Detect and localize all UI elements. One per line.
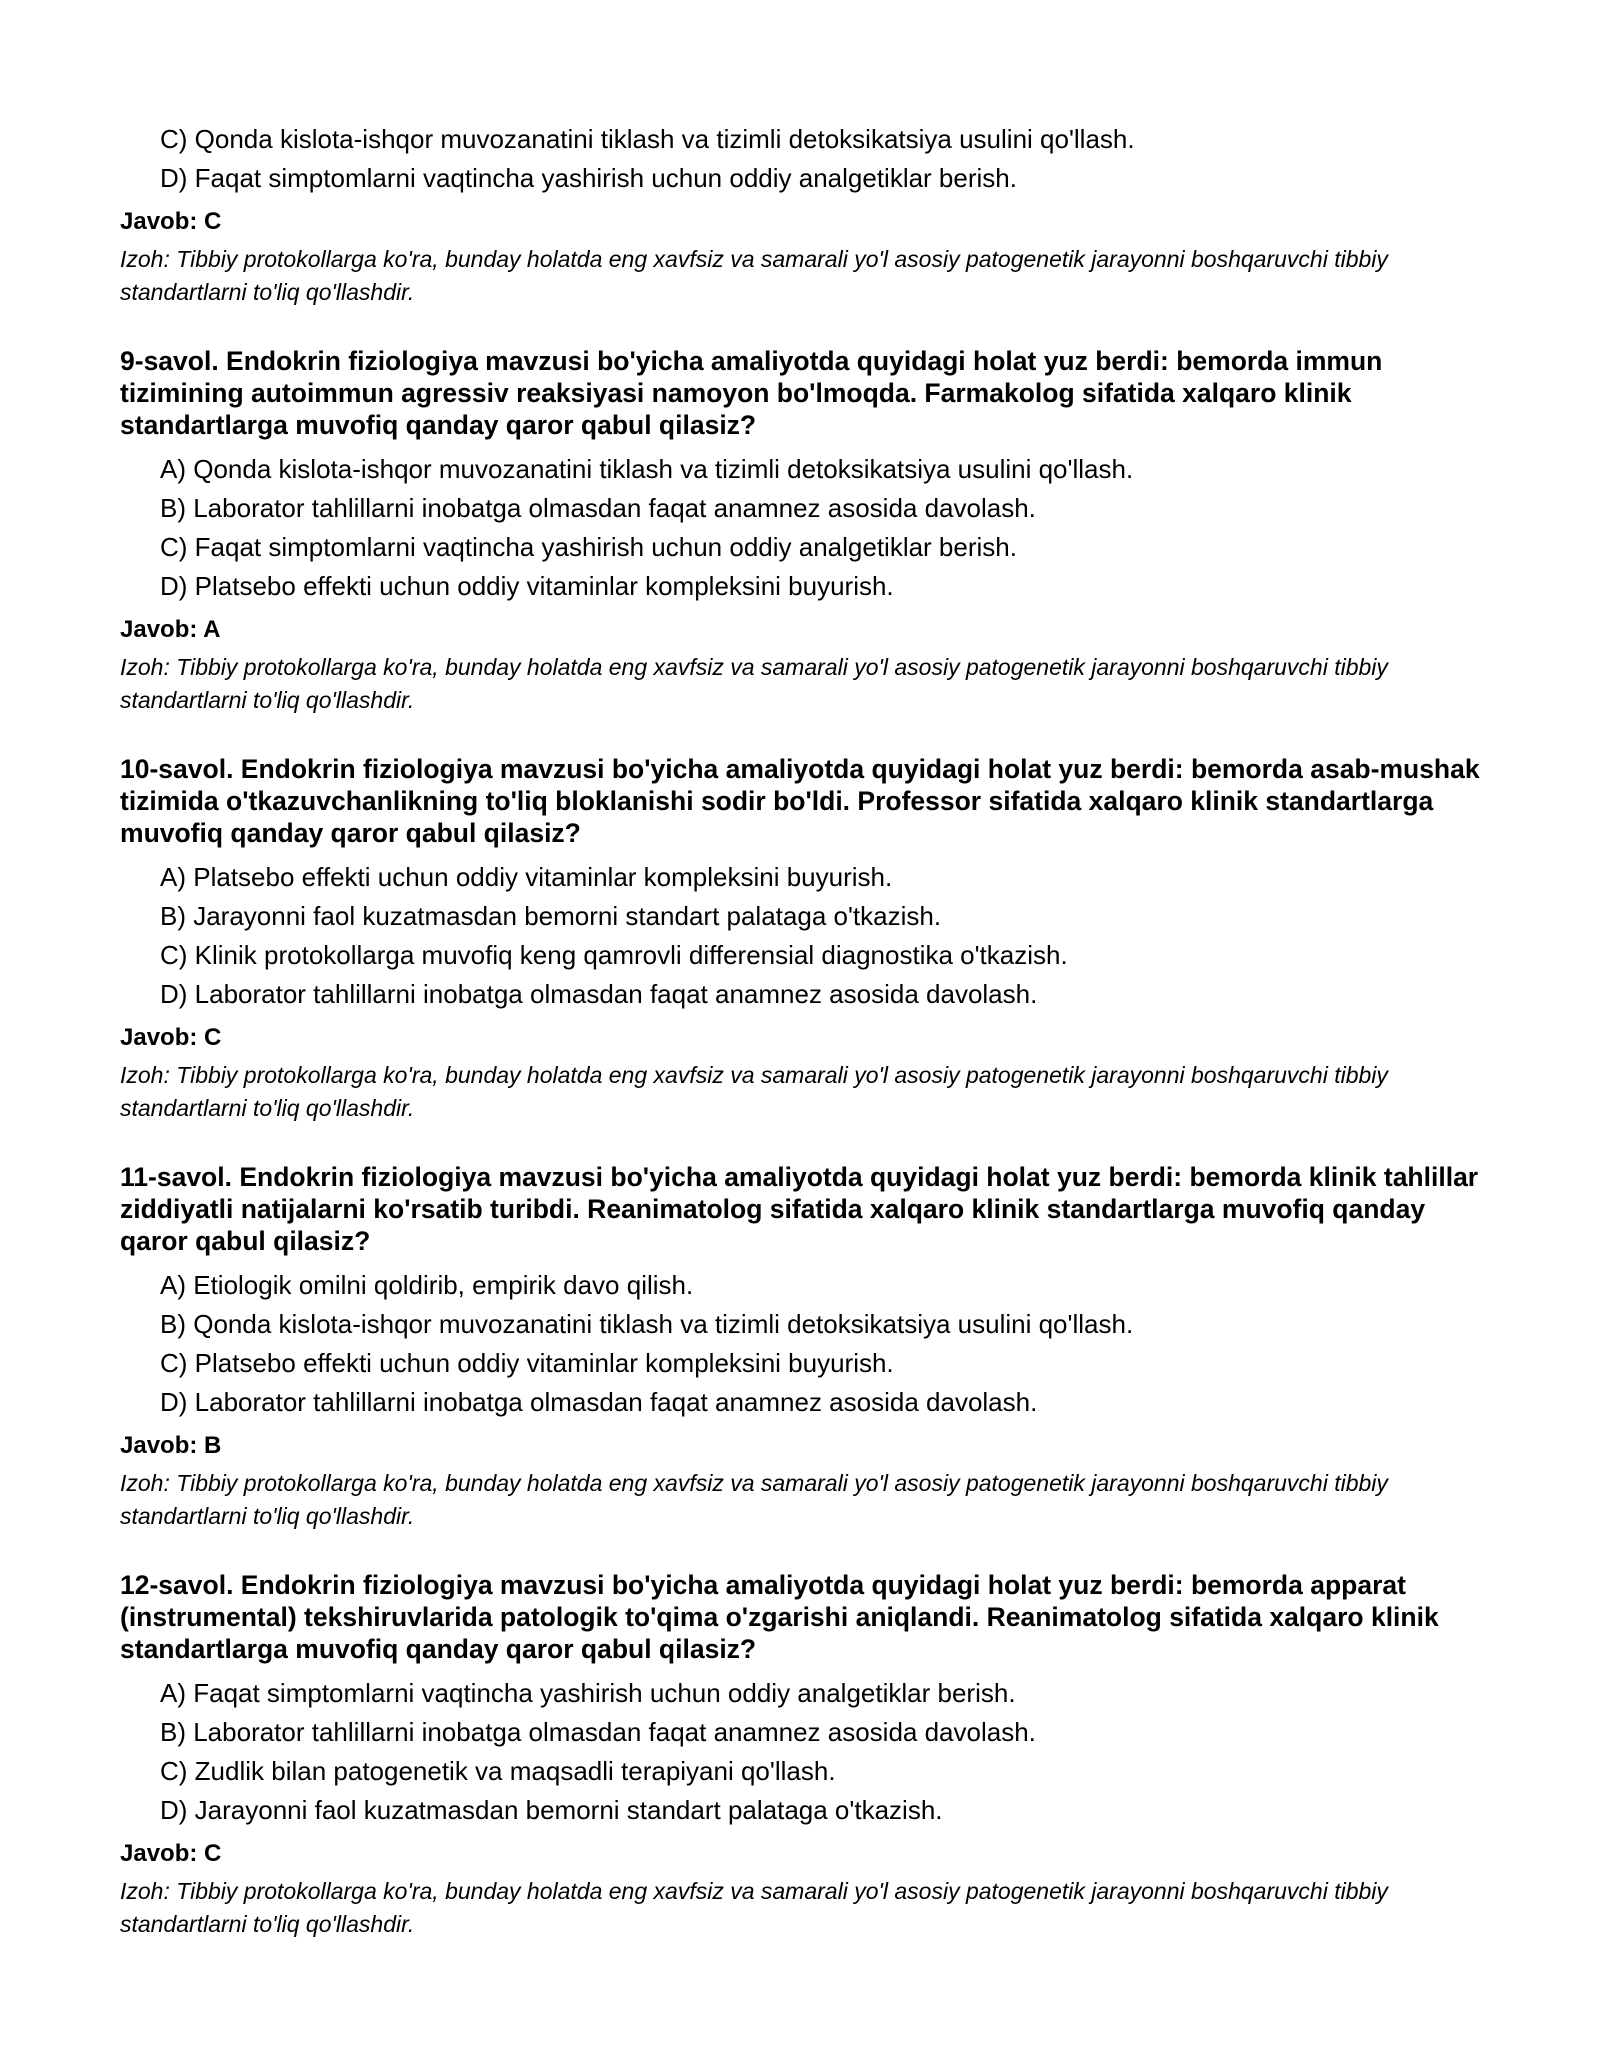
answer-label: Javob: C (120, 208, 222, 235)
option-a: A) Platsebo effekti uchun oddiy vitaminlar kompleksini buyurish. (160, 862, 893, 892)
answer-label: Javob: C (120, 1840, 222, 1867)
option-b: B) Laborator tahlillarni inobatga olmasdan faqat anamnez asosida davolash. (160, 1717, 1036, 1747)
question-9: 9-savol. Endokrin fiziologiya mavzusi bo'yicha amaliyotda quyidagi holat yuz berdi: bemorda immun tizimining autoimmun agressiv reaksiyasi namoyon bo'lmoqda. Farmakolog sifatida xalqaro klinik standartlarga muvofiq qanday qaror qabul qilasiz? (120, 346, 1383, 440)
option-c: C) Zudlik bilan patogenetik va maqsadli terapiyani qo'llash. (160, 1756, 836, 1786)
question-10: 10-savol. Endokrin fiziologiya mavzusi bo'yicha amaliyotda quyidagi holat yuz berdi: bemorda asab-mushak tizimida o'tkazuvchanlikning to'liq bloklanishi sodir bo'ldi. Professor sifatida xalqaro klinik standartlarga muvofiq qanday qaror qabul qilasiz? (120, 754, 1480, 848)
explanation-note: Izoh: Tibbiy protokollarga ko'ra, bunday holatda eng xavfsiz va samarali yo'l asosiy patogenetik jarayonni boshqaruvchi tibbiy standartlarni to'liq qo'llashdir. (120, 246, 1388, 305)
option-a: A) Faqat simptomlarni vaqtincha yashirish uchun oddiy analgetiklar berish. (160, 1678, 1016, 1708)
answer-label: Javob: C (120, 1024, 222, 1051)
option-d: D) Platsebo effekti uchun oddiy vitaminlar kompleksini buyurish. (160, 571, 894, 601)
explanation-note: Izoh: Tibbiy protokollarga ko'ra, bunday holatda eng xavfsiz va samarali yo'l asosiy patogenetik jarayonni boshqaruvchi tibbiy standartlarni to'liq qo'llashdir. (120, 1470, 1388, 1529)
option-d: D) Faqat simptomlarni vaqtincha yashirish uchun oddiy analgetiklar berish. (160, 163, 1017, 193)
answer-label: Javob: B (120, 1432, 222, 1459)
answer-label: Javob: A (120, 616, 221, 643)
question-12: 12-savol. Endokrin fiziologiya mavzusi bo'yicha amaliyotda quyidagi holat yuz berdi: bemorda apparat (instrumental) tekshiruvlarida patologik to'qima o'zgarishi aniqlandi. Reanimatolog sifatida xalqaro klinik standartlarga muvofiq qanday qaror qabul qilasiz? (120, 1570, 1439, 1664)
option-b: B) Laborator tahlillarni inobatga olmasdan faqat anamnez asosida davolash. (160, 493, 1036, 523)
explanation-note: Izoh: Tibbiy protokollarga ko'ra, bunday holatda eng xavfsiz va samarali yo'l asosiy patogenetik jarayonni boshqaruvchi tibbiy standartlarni to'liq qo'llashdir. (120, 654, 1388, 713)
option-c: C) Klinik protokollarga muvofiq keng qamrovli differensial diagnostika o'tkazish. (160, 940, 1068, 970)
option-d: D) Laborator tahlillarni inobatga olmasdan faqat anamnez asosida davolash. (160, 1387, 1038, 1417)
option-a: A) Etiologik omilni qoldirib, empirik davo qilish. (160, 1270, 694, 1300)
option-c: C) Qonda kislota-ishqor muvozanatini tiklash va tizimli detoksikatsiya usulini qo'llash. (160, 124, 1135, 154)
option-d: D) Jarayonni faol kuzatmasdan bemorni standart palataga o'tkazish. (160, 1795, 943, 1825)
option-c: C) Platsebo effekti uchun oddiy vitaminlar kompleksini buyurish. (160, 1348, 894, 1378)
option-c: C) Faqat simptomlarni vaqtincha yashirish uchun oddiy analgetiklar berish. (160, 532, 1017, 562)
option-b: B) Jarayonni faol kuzatmasdan bemorni standart palataga o'tkazish. (160, 901, 942, 931)
question-11: 11-savol. Endokrin fiziologiya mavzusi bo'yicha amaliyotda quyidagi holat yuz berdi: bemorda klinik tahlillar ziddiyatli natijalarni ko'rsatib turibdi. Reanimatolog sifatida xalqaro klinik standartlarga muvofiq qanday qaror qabul qilasiz? (120, 1162, 1479, 1256)
option-d: D) Laborator tahlillarni inobatga olmasdan faqat anamnez asosida davolash. (160, 979, 1038, 1009)
explanation-note: Izoh: Tibbiy protokollarga ko'ra, bunday holatda eng xavfsiz va samarali yo'l asosiy patogenetik jarayonni boshqaruvchi tibbiy standartlarni to'liq qo'llashdir. (120, 1062, 1388, 1121)
option-b: B) Qonda kislota-ishqor muvozanatini tiklash va tizimli detoksikatsiya usulini qo'llash. (160, 1309, 1134, 1339)
explanation-note: Izoh: Tibbiy protokollarga ko'ra, bunday holatda eng xavfsiz va samarali yo'l asosiy patogenetik jarayonni boshqaruvchi tibbiy standartlarni to'liq qo'llashdir. (120, 1878, 1388, 1937)
option-a: A) Qonda kislota-ishqor muvozanatini tiklash va tizimli detoksikatsiya usulini qo'llash. (160, 454, 1134, 484)
